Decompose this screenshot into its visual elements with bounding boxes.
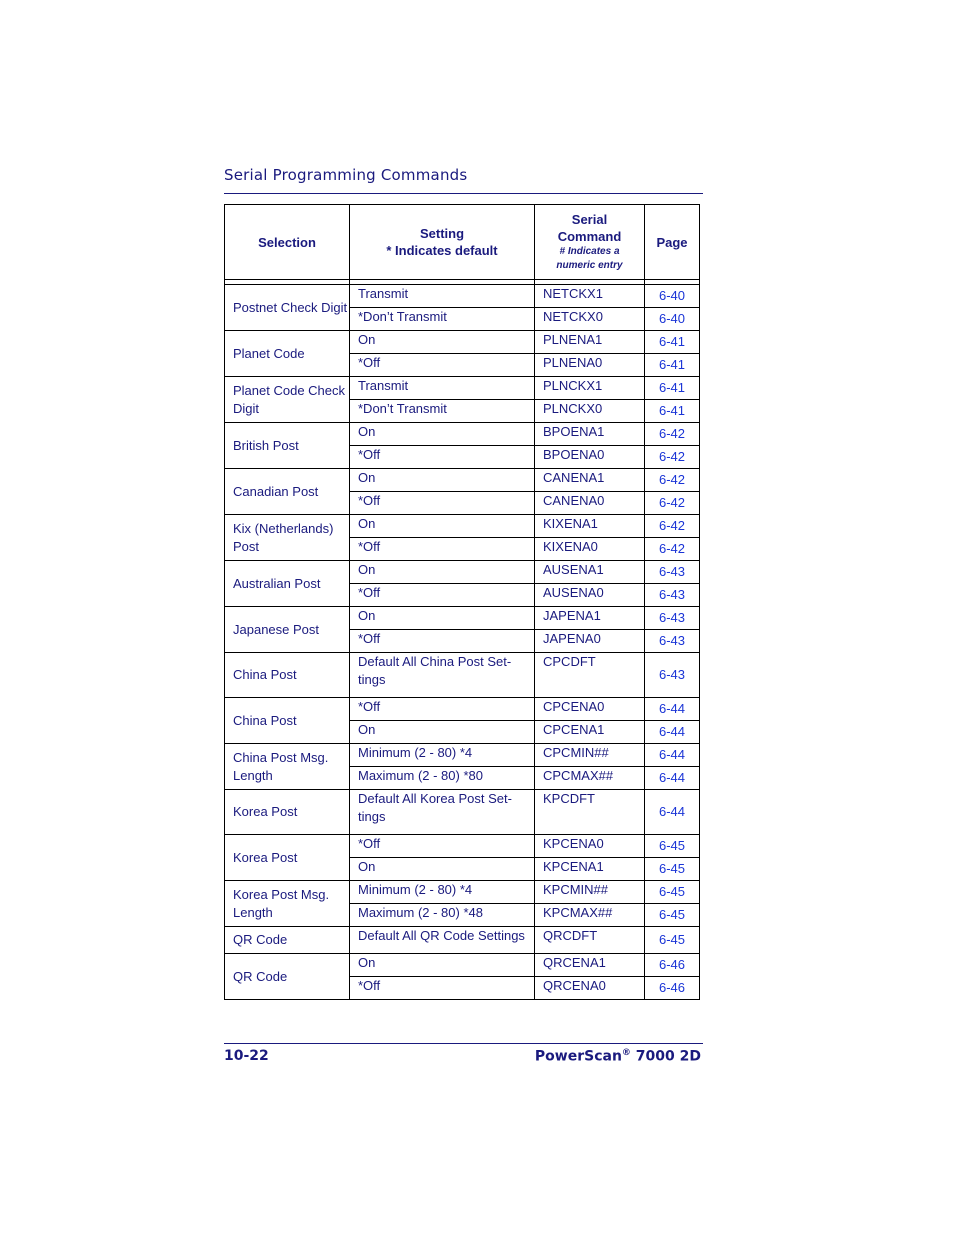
setting-cell: On xyxy=(350,721,535,744)
setting-cell: On xyxy=(350,469,535,492)
page-cell xyxy=(645,492,700,515)
page-link[interactable]: 6-43 xyxy=(658,633,686,648)
selection-cell: Korea Post xyxy=(225,835,350,881)
header-command-note2: numeric entry xyxy=(556,260,623,271)
selection-cell: Planet Code xyxy=(225,331,350,377)
command-cell: QRCENA0 xyxy=(535,977,645,1000)
setting-cell: Transmit xyxy=(350,285,535,308)
page-cell xyxy=(645,904,700,927)
page-cell xyxy=(645,977,700,1000)
header-command-note1: # Indicates a xyxy=(559,246,620,257)
page-link[interactable]: 6-42 xyxy=(658,449,686,464)
page-link[interactable]: 6-42 xyxy=(658,472,686,487)
page-cell xyxy=(645,630,700,653)
page-cell xyxy=(645,744,700,767)
selection-cell: QR Code xyxy=(225,954,350,1000)
page-link[interactable]: 6-45 xyxy=(658,907,686,922)
page-cell xyxy=(645,354,700,377)
page-cell xyxy=(645,653,700,698)
table-row xyxy=(225,561,700,584)
table-row xyxy=(225,607,700,630)
command-cell: BPOENA0 xyxy=(535,446,645,469)
page-link[interactable]: 6-41 xyxy=(658,380,686,395)
page-cell xyxy=(645,835,700,858)
command-cell: CPCENA0 xyxy=(535,698,645,721)
selection-cell: QR Code xyxy=(225,927,350,954)
page-link[interactable]: 6-42 xyxy=(658,518,686,533)
footer-product xyxy=(535,1048,701,1065)
table-row xyxy=(225,927,700,954)
selection-cell: China Post xyxy=(225,653,350,698)
command-cell: QRCDFT xyxy=(535,927,645,954)
page-cell xyxy=(645,584,700,607)
page-link[interactable]: 6-43 xyxy=(658,610,686,625)
command-cell: CPCMIN## xyxy=(535,744,645,767)
setting-cell: *Don’t Transmit xyxy=(350,308,535,331)
page-cell xyxy=(645,377,700,400)
page-link[interactable]: 6-43 xyxy=(658,667,686,682)
selection-cell: Japanese Post xyxy=(225,607,350,653)
page-link[interactable]: 6-45 xyxy=(658,932,686,947)
setting-cell: Maximum (2 - 80) *48 xyxy=(350,904,535,927)
command-cell: QRCENA1 xyxy=(535,954,645,977)
command-cell: KPCENA0 xyxy=(535,835,645,858)
page-link[interactable]: 6-43 xyxy=(658,564,686,579)
table-row xyxy=(225,377,700,400)
header-setting-line2: * Indicates default xyxy=(386,243,498,258)
selection-cell: Korea Post xyxy=(225,790,350,835)
command-cell: NETCKX1 xyxy=(535,285,645,308)
header-command xyxy=(535,205,645,280)
setting-cell: Maximum (2 - 80) *80 xyxy=(350,767,535,790)
command-cell: CPCENA1 xyxy=(535,721,645,744)
setting-cell: On xyxy=(350,607,535,630)
page-link[interactable]: 6-46 xyxy=(658,957,686,972)
command-cell: KIXENA0 xyxy=(535,538,645,561)
page-link[interactable]: 6-43 xyxy=(658,587,686,602)
page-link[interactable]: 6-44 xyxy=(658,804,686,819)
command-cell: PLNENA1 xyxy=(535,331,645,354)
selection-cell: British Post xyxy=(225,423,350,469)
command-cell: BPOENA1 xyxy=(535,423,645,446)
table-row xyxy=(225,515,700,538)
page-cell xyxy=(645,446,700,469)
setting-cell: On xyxy=(350,954,535,977)
footer-product-model: 7000 2D xyxy=(630,1048,701,1065)
page-cell xyxy=(645,954,700,977)
setting-cell: On xyxy=(350,858,535,881)
table-row xyxy=(225,954,700,977)
page-link[interactable]: 6-41 xyxy=(658,334,686,349)
setting-cell: Minimum (2 - 80) *4 xyxy=(350,881,535,904)
setting-cell: *Off xyxy=(350,698,535,721)
header-command-line2: Command xyxy=(557,229,622,244)
table-row xyxy=(225,469,700,492)
page-link[interactable]: 6-44 xyxy=(658,724,686,739)
page-cell xyxy=(645,858,700,881)
setting-cell: On xyxy=(350,561,535,584)
command-cell: CANENA1 xyxy=(535,469,645,492)
header-selection: Selection xyxy=(225,205,350,280)
setting-cell: Transmit xyxy=(350,377,535,400)
page-cell xyxy=(645,927,700,954)
header-setting xyxy=(350,205,535,280)
page-cell xyxy=(645,790,700,835)
command-cell: JAPENA0 xyxy=(535,630,645,653)
setting-cell: *Off xyxy=(350,584,535,607)
selection-cell: Kix (Netherlands) Post xyxy=(225,515,350,561)
command-cell: JAPENA1 xyxy=(535,607,645,630)
page-link[interactable]: 6-42 xyxy=(658,426,686,441)
header-page: Page xyxy=(645,205,700,280)
setting-cell: On xyxy=(350,331,535,354)
setting-cell: Default All QR Code Settings xyxy=(350,927,535,954)
page-link[interactable]: 6-41 xyxy=(658,403,686,418)
table-row xyxy=(225,835,700,858)
setting-cell: *Off xyxy=(350,492,535,515)
registered-mark: ® xyxy=(621,1048,631,1058)
page-cell xyxy=(645,515,700,538)
selection-cell: Australian Post xyxy=(225,561,350,607)
table-row xyxy=(225,698,700,721)
table-header-row xyxy=(225,205,700,280)
command-cell: KPCMAX## xyxy=(535,904,645,927)
table-row xyxy=(225,285,700,308)
page-link[interactable]: 6-42 xyxy=(658,495,686,510)
page-link[interactable]: 6-44 xyxy=(658,770,686,785)
page-cell xyxy=(645,698,700,721)
page-cell xyxy=(645,721,700,744)
command-cell: KPCENA1 xyxy=(535,858,645,881)
page-link[interactable]: 6-42 xyxy=(658,541,686,556)
page-cell xyxy=(645,331,700,354)
page-link[interactable]: 6-44 xyxy=(658,747,686,762)
command-cell: KPCDFT xyxy=(535,790,645,835)
command-cell: CPCDFT xyxy=(535,653,645,698)
table-body xyxy=(225,280,700,1000)
page-link[interactable]: 6-46 xyxy=(658,980,686,995)
command-cell: PLNCKX0 xyxy=(535,400,645,423)
footer-rule xyxy=(224,1043,703,1044)
command-cell: KPCMIN## xyxy=(535,881,645,904)
setting-cell: *Off xyxy=(350,630,535,653)
page-link[interactable]: 6-45 xyxy=(658,838,686,853)
page-cell xyxy=(645,607,700,630)
selection-cell: China Post Msg. Length xyxy=(225,744,350,790)
setting-cell: *Off xyxy=(350,446,535,469)
page-link[interactable]: 6-45 xyxy=(658,861,686,876)
selection-cell: China Post xyxy=(225,698,350,744)
command-cell: PLNENA0 xyxy=(535,354,645,377)
page-link[interactable]: 6-40 xyxy=(658,311,686,326)
setting-cell: *Off xyxy=(350,977,535,1000)
table-row xyxy=(225,423,700,446)
command-cell: CPCMAX## xyxy=(535,767,645,790)
title-rule xyxy=(224,193,703,194)
header-setting-line1: Setting xyxy=(419,226,465,241)
page-cell xyxy=(645,423,700,446)
setting-cell: On xyxy=(350,515,535,538)
header-command-line1: Serial xyxy=(571,212,608,227)
page-cell xyxy=(645,400,700,423)
page-link[interactable]: 6-41 xyxy=(658,357,686,372)
setting-cell: On xyxy=(350,423,535,446)
selection-cell: Canadian Post xyxy=(225,469,350,515)
table-row xyxy=(225,331,700,354)
section-title: Serial Programming Commands xyxy=(224,166,468,184)
table-row xyxy=(225,744,700,767)
page-cell xyxy=(645,285,700,308)
footer-product-name: PowerScan xyxy=(534,1048,622,1065)
serial-commands-table xyxy=(224,204,700,1000)
selection-cell: Postnet Check Digit xyxy=(225,285,350,331)
setting-cell: Minimum (2 - 80) *4 xyxy=(350,744,535,767)
setting-cell: *Don’t Transmit xyxy=(350,400,535,423)
command-cell: CANENA0 xyxy=(535,492,645,515)
table-row xyxy=(225,790,700,835)
command-cell: AUSENA1 xyxy=(535,561,645,584)
footer-page-number: 10-22 xyxy=(224,1048,269,1064)
command-cell: PLNCKX1 xyxy=(535,377,645,400)
setting-cell: *Off xyxy=(350,835,535,858)
page-cell xyxy=(645,767,700,790)
setting-cell: *Off xyxy=(350,354,535,377)
selection-cell: Planet Code Check Digit xyxy=(225,377,350,423)
page-link[interactable]: 6-45 xyxy=(658,884,686,899)
page-link[interactable]: 6-44 xyxy=(658,701,686,716)
setting-cell: Default All Korea Post Set-tings xyxy=(350,790,535,835)
command-cell: AUSENA0 xyxy=(535,584,645,607)
selection-cell: Korea Post Msg. Length xyxy=(225,881,350,927)
page-link[interactable]: 6-40 xyxy=(658,288,686,303)
page-cell xyxy=(645,881,700,904)
setting-cell: Default All China Post Set-tings xyxy=(350,653,535,698)
table-row xyxy=(225,653,700,698)
page-cell xyxy=(645,469,700,492)
command-cell: KIXENA1 xyxy=(535,515,645,538)
table-row xyxy=(225,881,700,904)
setting-cell: *Off xyxy=(350,538,535,561)
page-cell xyxy=(645,308,700,331)
page-cell xyxy=(645,561,700,584)
page-cell xyxy=(645,538,700,561)
command-cell: NETCKX0 xyxy=(535,308,645,331)
